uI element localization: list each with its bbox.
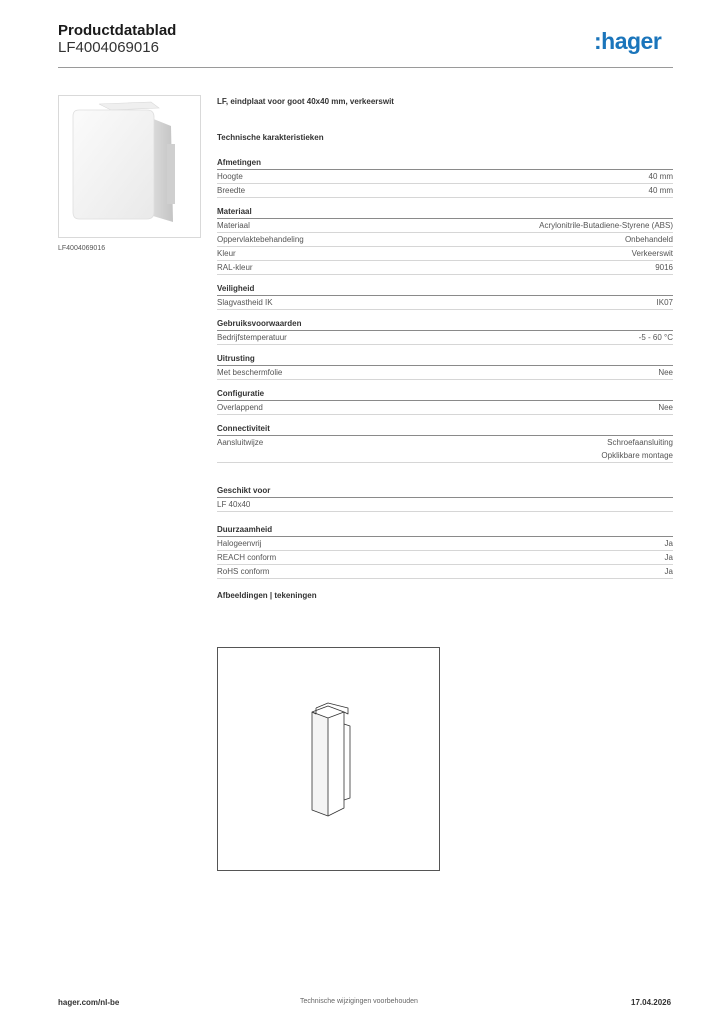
specifications <box>217 97 673 605</box>
section-suitable-for <box>217 485 673 512</box>
spec-row <box>217 498 673 512</box>
section-configuration <box>217 388 673 415</box>
spec-label: RAL-kleur <box>217 263 253 272</box>
spec-label: Aansluitwijze <box>217 438 264 447</box>
section-dimensions <box>217 157 673 198</box>
hager-logo[interactable]: :hager <box>594 28 662 54</box>
spec-label: Breedte <box>217 186 246 195</box>
technical-drawing <box>217 647 440 871</box>
section-title: Duurzaamheid <box>217 524 673 537</box>
end-cap-drawing-icon <box>218 648 439 870</box>
spec-label: Met beschermfolie <box>217 368 283 377</box>
spec-value: Ja <box>664 553 673 562</box>
section-title: Connectiviteit <box>217 423 673 436</box>
spec-label: Hoogte <box>217 172 243 181</box>
section-usage-conditions <box>217 318 673 345</box>
spec-label: Overlappend <box>217 403 263 412</box>
section-title: Materiaal <box>217 206 673 219</box>
spec-value: Verkeerswit <box>631 249 673 258</box>
spec-value: Nee <box>658 368 673 377</box>
section-title: Veiligheid <box>217 283 673 296</box>
spec-row <box>217 366 673 380</box>
spec-label: Slagvastheid IK <box>217 298 273 307</box>
spec-label: Halogeenvrij <box>217 539 262 548</box>
footer-date: 17.04.2026 <box>631 998 672 1007</box>
spec-value-line: Schroefaansluiting <box>607 438 673 447</box>
section-title: Uitrusting <box>217 353 673 366</box>
spec-label: LF 40x40 <box>217 500 251 509</box>
product-description: LF, eindplaat voor goot 40x40 mm, verkeerswit <box>217 97 394 106</box>
spec-value: Onbehandeld <box>624 235 673 244</box>
spec-row <box>217 401 673 415</box>
spec-value: IK07 <box>656 298 673 307</box>
spec-value: Ja <box>664 567 673 576</box>
section-connectivity <box>217 423 673 463</box>
photo-caption: LF4004069016 <box>58 245 106 252</box>
spec-label: Materiaal <box>217 221 250 230</box>
spec-label: Oppervlaktebehandeling <box>217 235 304 244</box>
spec-value: 9016 <box>655 263 673 272</box>
footer-notice: Technische wijzigingen voorbehouden <box>300 998 418 1005</box>
spec-row <box>217 261 673 275</box>
product-photo <box>58 95 201 238</box>
spec-label: Kleur <box>217 249 236 258</box>
end-cap-photo-icon <box>59 96 200 237</box>
spec-value: 40 mm <box>648 172 673 181</box>
spec-value: -5 - 60 °C <box>638 333 673 342</box>
spec-row <box>217 184 673 198</box>
section-title: Geschikt voor <box>217 485 673 498</box>
spec-value: 40 mm <box>648 186 673 195</box>
spec-row <box>217 170 673 184</box>
header-divider <box>58 67 673 68</box>
section-equipment <box>217 353 673 380</box>
footer-website[interactable]: hager.com/nl-be <box>58 998 120 1007</box>
spec-label: RoHS conform <box>217 567 270 576</box>
section-safety <box>217 283 673 310</box>
spec-row <box>217 436 673 463</box>
spec-value: Acrylonitrile-Butadiene-Styrene (ABS) <box>539 221 673 230</box>
spec-value-line: Opklikbare montage <box>601 451 673 460</box>
spec-row <box>217 331 673 345</box>
spec-row <box>217 537 673 551</box>
spec-row <box>217 296 673 310</box>
tech-characteristics-title: Technische karakteristieken <box>217 133 324 142</box>
spec-row <box>217 551 673 565</box>
section-title: Afmetingen <box>217 157 673 170</box>
spec-label: Bedrijfstemperatuur <box>217 333 287 342</box>
spec-row <box>217 565 673 579</box>
spec-label: REACH conform <box>217 553 277 562</box>
section-title: Configuratie <box>217 388 673 401</box>
page-title: Productdatablad <box>58 22 177 39</box>
spec-value: Nee <box>658 403 673 412</box>
spec-row <box>217 233 673 247</box>
section-sustainability <box>217 524 673 579</box>
section-material <box>217 206 673 275</box>
spec-value: Ja <box>664 539 673 548</box>
spec-row <box>217 247 673 261</box>
images-title: Afbeeldingen | tekeningen <box>217 591 317 600</box>
spec-value <box>601 436 673 462</box>
article-number: LF4004069016 <box>58 39 159 56</box>
spec-row <box>217 219 673 233</box>
section-title: Gebruiksvoorwaarden <box>217 318 673 331</box>
